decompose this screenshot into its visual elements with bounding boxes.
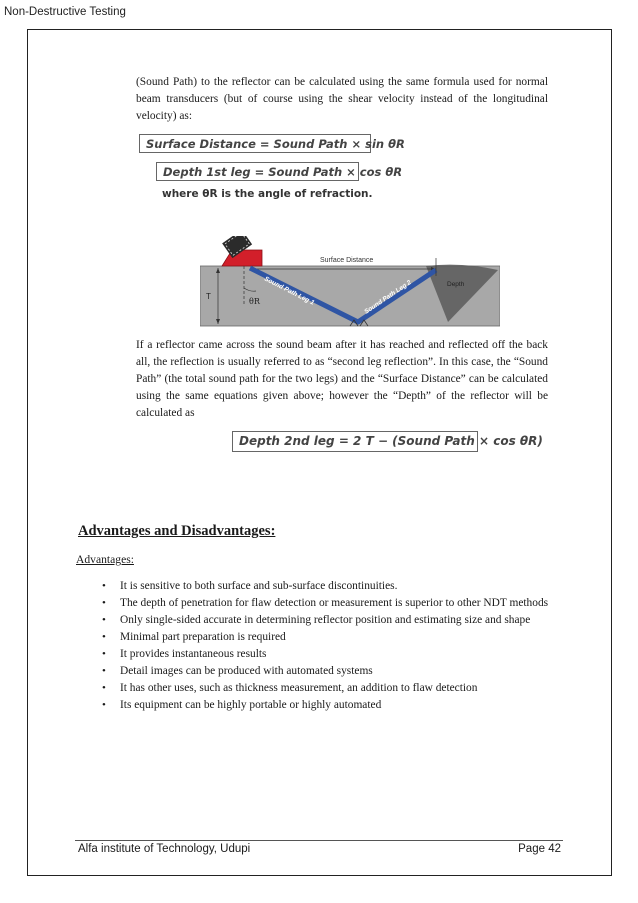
depth-first-leg-formula: Depth 1st leg = Sound Path × cos θR — [156, 162, 359, 181]
list-item: • Minimal part preparation is required — [102, 629, 562, 645]
angle-beam-diagram — [200, 236, 500, 336]
intro-paragraph: (Sound Path) to the reflector can be calculated using the same formula used for normal beam transducers (but of course using the shear velocity instead of the longitudinal velocity) as: — [136, 76, 548, 122]
surface-distance-label: Surface Distance — [320, 257, 374, 264]
footer-rule — [75, 840, 563, 841]
bullet-icon: • — [102, 648, 106, 660]
bullet-icon: • — [102, 614, 106, 626]
footer-institution: Alfa institute of Technology, Udupi — [78, 843, 251, 855]
bullet-icon: • — [102, 665, 106, 677]
list-item: • It has other uses, such as thickness measurement, an addition to flaw detection — [102, 680, 562, 696]
thickness-label: T — [206, 292, 211, 301]
list-item: • It provides instantaneous results — [102, 646, 562, 662]
list-item: • The depth of penetration for flaw detection or measurement is superior to other NDT methods — [102, 595, 562, 611]
page-border — [27, 29, 612, 876]
page-number: Page 42 — [518, 843, 561, 855]
list-item: • It is sensitive to both surface and sub-surface discontinuities. — [102, 578, 562, 594]
bullet-icon: • — [102, 699, 106, 711]
transducer-wedge — [222, 250, 262, 266]
angle-label: θR — [249, 297, 260, 306]
advantages-list — [102, 578, 562, 714]
list-item: • Detail images can be produced with automated systems — [102, 663, 562, 679]
advantages-subheading: Advantages: — [76, 553, 134, 566]
bullet-icon: • — [102, 580, 106, 592]
list-item: • Its equipment can be highly portable or highly automated — [102, 697, 562, 713]
leg2-label: Sound Path Leg 2 — [363, 279, 413, 316]
depth-label: Depth — [447, 281, 465, 288]
leg1-label: Sound Path Leg 1 — [263, 275, 316, 307]
depth-second-leg-formula: Depth 2nd leg = 2 T − (Sound Path × cos θR) — [232, 431, 478, 452]
list-item: • Only single-sided accurate in determining reflector position and estimating size and shape — [102, 612, 562, 628]
second-leg-paragraph: If a reflector came across the sound beam after it has reached and reflected off the back all, the reflection is usually referred to as “second leg reflection”. In this case, the “Sound Path” (the total sound path for the two legs) and the “Surface Distance” can be calculated using the same equations given above; however the “Depth” of the reflector will be calculated as — [136, 339, 548, 419]
refraction-angle-note: where θR is the angle of refraction. — [162, 188, 373, 200]
bullet-icon: • — [102, 682, 106, 694]
running-header: Non-Destructive Testing — [4, 6, 126, 18]
bullet-icon: • — [102, 597, 106, 609]
section-heading: Advantages and Disadvantages: — [78, 523, 276, 539]
surface-distance-formula: Surface Distance = Sound Path × sin θR — [139, 134, 371, 153]
bullet-icon: • — [102, 631, 106, 643]
